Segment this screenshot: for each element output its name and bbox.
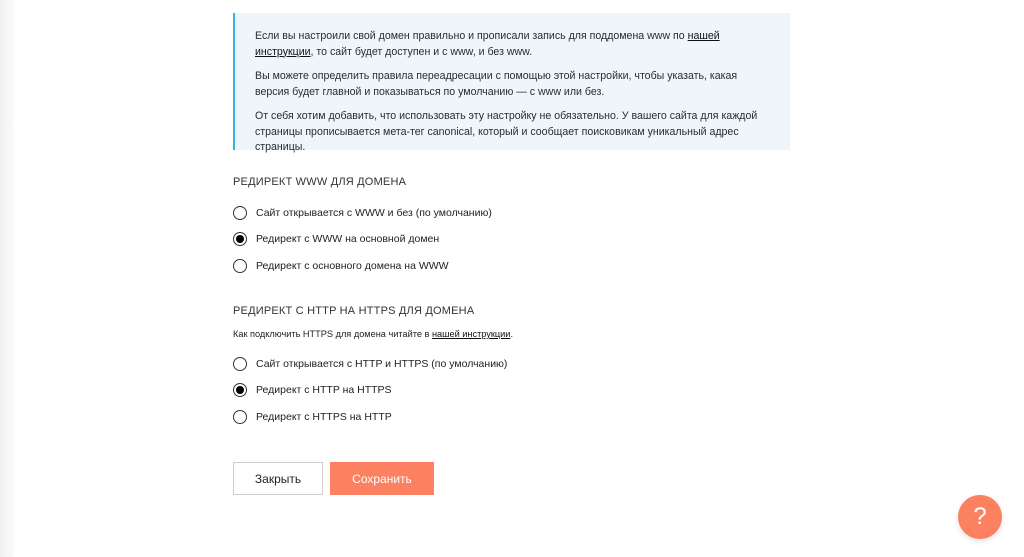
https-instruction-link[interactable]: нашей инструкции [431, 329, 511, 339]
radio-option-http-both[interactable] [233, 355, 507, 373]
radio-option-main-to-www[interactable] [233, 257, 449, 275]
radio-option-www-to-main[interactable] [233, 230, 439, 248]
radio-button[interactable] [233, 357, 247, 371]
info-paragraph-1 [255, 29, 770, 60]
info-paragraph-3: От себя хотим добавить, что использовать эту настройку не обязательно. У вашего сайта для каждой страницы прописывается мета-тег canonical, который и сообщает поисковикам уникальный адрес страницы. [255, 110, 758, 153]
radio-option-www-both[interactable] [233, 204, 492, 222]
radio-button-selected[interactable] [233, 232, 247, 246]
hint-text: . [510, 329, 514, 339]
radio-option-https-to-http[interactable] [233, 408, 392, 426]
info-paragraph-2: Вы можете определить правила переадресации с помощью этой настройки, чтобы указать, какая версия будет главной и показываться по умолчанию — с www или без. [255, 70, 738, 98]
info-text: , то сайт будет доступен и с www, и без www. [310, 45, 533, 58]
radio-option-http-to-https[interactable] [233, 381, 392, 399]
help-button[interactable] [958, 495, 1002, 539]
radio-button[interactable] [233, 259, 247, 273]
https-section-title: РЕДИРЕКТ С HTTP НА HTTPS ДЛЯ ДОМЕНА [233, 305, 475, 317]
radio-label: Сайт открывается с HTTP и HTTPS (по умолчанию) [256, 358, 508, 370]
radio-button-selected[interactable] [233, 383, 247, 397]
radio-label: Сайт открывается с WWW и без (по умолчанию) [256, 207, 492, 219]
instruction-link[interactable]: нашей инструкции [255, 30, 720, 58]
www-section-title: РЕДИРЕКТ WWW ДЛЯ ДОМЕНА [233, 176, 407, 188]
save-button[interactable]: Сохранить [330, 462, 434, 495]
help-icon: ? [973, 503, 987, 530]
radio-label: Редирект с WWW на основной домен [256, 233, 440, 245]
close-button[interactable]: Закрыть [233, 462, 323, 495]
radio-label: Редирект с HTTPS на HTTP [256, 411, 392, 423]
info-box [233, 13, 790, 153]
radio-label: Редирект с основного домена на WWW [256, 260, 449, 272]
hint-text: Как подключить HTTPS для домена читайте в [233, 329, 432, 339]
https-hint [233, 329, 513, 339]
radio-button[interactable] [233, 206, 247, 220]
info-text: Если вы настроили свой домен правильно и прописали запись для поддомена www по [255, 30, 688, 42]
left-panel-edge [0, 0, 14, 557]
radio-button[interactable] [233, 410, 247, 424]
radio-label: Редирект с HTTP на HTTPS [256, 384, 392, 396]
